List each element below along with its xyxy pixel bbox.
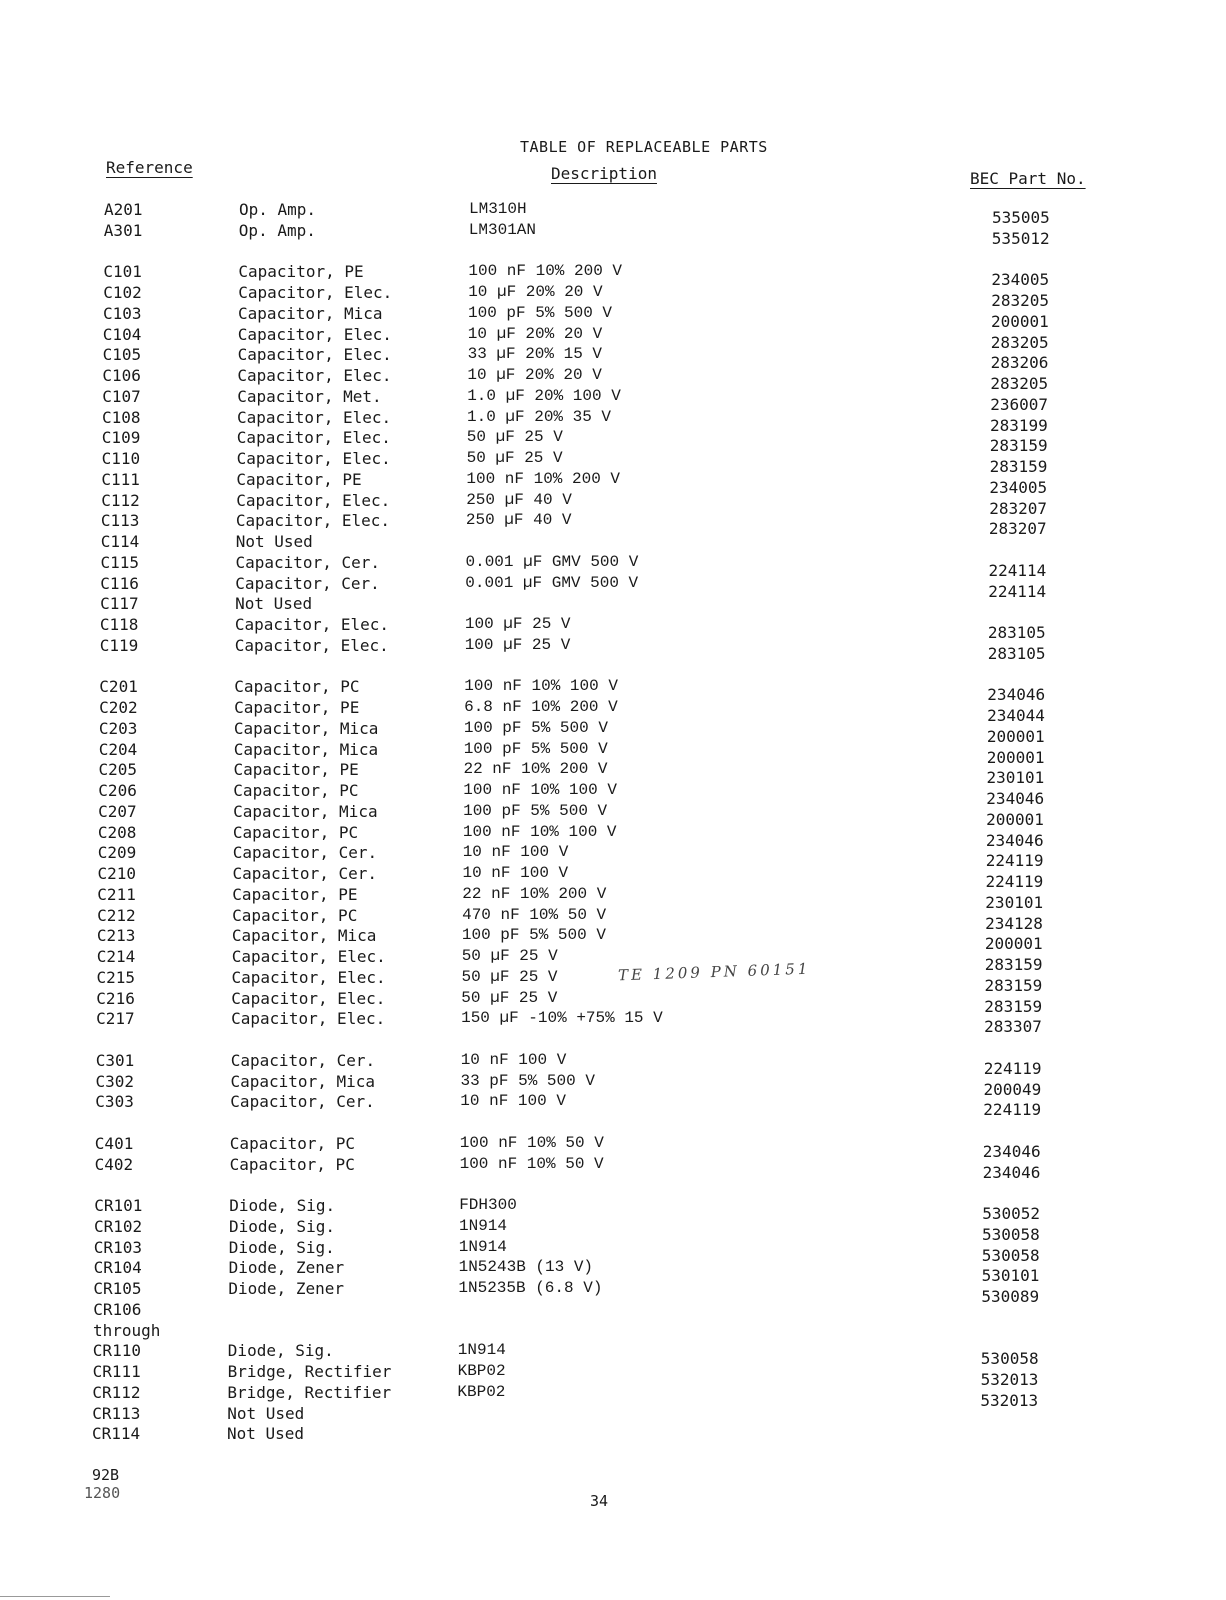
reference-cell: C301	[95, 1050, 135, 1070]
part-number-cell: 224114	[988, 560, 1047, 580]
part-spec-cell: 470 nF 10% 50 V	[462, 905, 607, 924]
reference-cell: CR114	[92, 1424, 141, 1444]
reference-cell: C113	[100, 511, 140, 531]
part-spec-cell: 100 µF 25 V	[464, 615, 571, 633]
part-number-cell: 283159	[989, 457, 1048, 476]
part-name-cell: Capacitor, Mica	[231, 926, 377, 946]
part-spec-cell: 150 µF -10% +75% 15 V	[461, 1009, 663, 1028]
reference-cell: C108	[102, 407, 141, 427]
part-spec-cell: 33 µF 20% 15 V	[467, 345, 603, 364]
part-spec-cell: 1N5235B (6.8 V)	[458, 1279, 603, 1297]
part-number-cell: 530101	[981, 1266, 1040, 1286]
part-spec-cell: 100 pF 5% 500 V	[463, 739, 608, 758]
part-spec-cell: 100 µF 25 V	[464, 635, 571, 654]
part-number-cell: 283307	[984, 1017, 1042, 1037]
part-name-cell: Capacitor, Elec.	[231, 1009, 386, 1029]
reference-cell: C210	[97, 864, 137, 883]
part-spec-cell: 100 nF 10% 100 V	[463, 781, 617, 799]
part-name-cell: Diode, Zener	[228, 1279, 344, 1298]
part-name-cell: Not Used	[235, 594, 313, 614]
part-number-cell: 234044	[987, 706, 1045, 725]
part-spec-cell: 1N914	[457, 1341, 506, 1360]
reference-cell: CR101	[94, 1196, 143, 1215]
part-number-cell: 236007	[990, 394, 1048, 414]
part-spec-cell: 100 pF 5% 500 V	[461, 926, 606, 945]
part-number-cell: 283205	[990, 332, 1049, 352]
part-number-cell: 200001	[986, 809, 1044, 829]
part-number-cell: 532013	[980, 1390, 1039, 1410]
part-number-cell: 530089	[981, 1287, 1040, 1306]
part-number-cell: 200049	[983, 1079, 1042, 1099]
part-number-cell: 234005	[989, 477, 1048, 497]
part-name-cell: Capacitor, PC	[232, 822, 359, 842]
reference-cell: C213	[96, 926, 136, 946]
part-spec-cell: 50 µF 25 V	[466, 428, 563, 447]
reference-cell: C105	[102, 345, 142, 365]
part-name-cell: Capacitor, PE	[234, 698, 360, 717]
reference-cell: C115	[100, 552, 140, 572]
reference-cell: C106	[102, 366, 141, 385]
part-spec-cell: 100 nF 10% 200 V	[468, 262, 623, 281]
part-number-cell: 283205	[991, 291, 1049, 310]
part-name-cell: Capacitor, Mica	[230, 1071, 375, 1091]
reference-cell: C107	[102, 386, 141, 406]
part-name-cell: Capacitor, PE	[238, 262, 364, 282]
reference-cell: C205	[98, 760, 138, 780]
part-name-cell: Capacitor, Elec.	[231, 947, 386, 966]
reference-cell: CR112	[92, 1382, 141, 1402]
part-name-cell: Capacitor, Elec.	[236, 490, 391, 510]
part-number-cell: 224119	[985, 872, 1044, 891]
part-name-cell: Capacitor, Cer.	[230, 1092, 375, 1112]
part-spec-cell: 10 nF 100 V	[462, 864, 569, 882]
part-spec-cell: 100 nF 10% 100 V	[462, 822, 617, 841]
reference-cell: C212	[97, 905, 136, 925]
part-spec-cell: 50 µF 25 V	[461, 967, 558, 986]
part-name-cell: Capacitor, Mica	[233, 718, 379, 738]
part-number-cell: 530058	[981, 1245, 1040, 1265]
part-number-cell: 200001	[986, 747, 1045, 767]
reference-cell: C118	[99, 615, 139, 634]
part-number-cell: 283207	[988, 519, 1047, 539]
part-number-cell: 234046	[987, 685, 1046, 705]
page-title: TABLE OF REPLACEABLE PARTS	[520, 138, 768, 156]
part-number-cell: 234046	[982, 1162, 1041, 1182]
part-spec-cell: 33 pF 5% 500 V	[460, 1071, 595, 1090]
reference-cell: through	[93, 1320, 161, 1340]
part-number-cell: 224114	[988, 581, 1047, 601]
part-spec-cell: 100 nF 10% 50 V	[459, 1154, 604, 1173]
part-name-cell: Not Used	[227, 1403, 305, 1423]
part-name-cell: Bridge, Rectifier	[227, 1362, 392, 1381]
reference-cell: A201	[104, 200, 143, 219]
part-number-cell: 283159	[984, 996, 1043, 1016]
reference-cell: C303	[95, 1092, 134, 1112]
part-spec-cell: 1N914	[459, 1216, 508, 1235]
handwritten-note: TE 1209 PN 60151	[617, 959, 811, 985]
part-number-cell: 535005	[992, 208, 1050, 227]
reference-cell: C217	[96, 1009, 135, 1029]
part-number-cell: 230101	[985, 892, 1044, 912]
part-spec-cell: 1N5243B (13 V)	[458, 1258, 594, 1277]
reference-cell: C114	[100, 532, 140, 551]
part-spec-cell: 50 µF 25 V	[461, 947, 558, 965]
reference-cell: CR113	[92, 1403, 141, 1423]
part-name-cell: Capacitor, Elec.	[236, 428, 391, 448]
part-spec-cell: 50 µF 25 V	[461, 988, 558, 1007]
part-spec-cell: LM301AN	[468, 220, 537, 239]
part-spec-cell: LM310H	[469, 200, 527, 218]
part-spec-cell: 10 µF 20% 20 V	[468, 283, 603, 301]
reference-cell: CR110	[92, 1341, 141, 1361]
part-name-cell: Capacitor, PC	[234, 677, 360, 697]
part-name-cell: Capacitor, Elec.	[238, 283, 393, 302]
part-name-cell: Capacitor, Cer.	[235, 573, 380, 593]
part-name-cell: Diode, Zener	[228, 1258, 345, 1278]
reference-cell: C201	[99, 677, 138, 697]
part-number-cell: 200001	[984, 934, 1043, 954]
part-name-cell: Capacitor, PC	[229, 1154, 355, 1174]
reference-cell: C216	[96, 988, 135, 1008]
part-spec-cell: 1N914	[458, 1237, 507, 1256]
part-name-cell: Capacitor, Elec.	[231, 988, 386, 1008]
part-number-cell: 234005	[991, 270, 1050, 290]
reference-cell: C401	[94, 1133, 134, 1153]
scan-artifact-line	[0, 1596, 110, 1597]
reference-cell: CR106	[93, 1299, 142, 1319]
part-number-cell: 530058	[980, 1349, 1039, 1369]
reference-cell: C112	[101, 490, 140, 510]
reference-cell: CR104	[93, 1258, 142, 1278]
part-name-cell: Capacitor, Mica	[238, 303, 383, 323]
part-number-cell: 530052	[982, 1204, 1040, 1223]
reference-cell: C116	[100, 573, 139, 593]
part-spec-cell: 100 nF 10% 100 V	[464, 677, 618, 696]
part-spec-cell: 50 µF 25 V	[466, 449, 563, 467]
part-name-cell: Capacitor, Elec.	[237, 407, 392, 427]
part-number-cell: 283159	[989, 436, 1048, 456]
page-number: 34	[590, 1492, 609, 1510]
reference-cell: C204	[98, 739, 138, 759]
part-name-cell: Not Used	[227, 1424, 305, 1444]
part-number-cell: 283159	[984, 975, 1043, 995]
part-name-cell: Capacitor, PC	[232, 905, 358, 925]
part-spec-cell: FDH300	[459, 1196, 517, 1214]
part-name-cell: Capacitor, Elec.	[236, 449, 391, 468]
part-number-cell: 234046	[982, 1141, 1041, 1161]
reference-cell: C402	[94, 1154, 134, 1174]
part-spec-cell: 10 µF 20% 20 V	[467, 366, 602, 384]
part-spec-cell: 250 µF 40 V	[465, 511, 572, 530]
reference-cell: C206	[98, 781, 137, 800]
reference-cell: C202	[99, 698, 138, 717]
part-spec-cell: KBP02	[457, 1382, 506, 1401]
part-number-cell: 283205	[990, 374, 1049, 393]
part-spec-cell: 6.8 nF 10% 200 V	[464, 698, 618, 716]
reference-cell: CR103	[93, 1237, 142, 1257]
part-number-cell: 234128	[985, 913, 1043, 933]
part-name-cell: Capacitor, Elec.	[234, 635, 389, 655]
part-name-cell: Capacitor, PE	[236, 469, 362, 489]
part-name-cell: Capacitor, Cer.	[235, 552, 380, 572]
reference-cell: C207	[98, 801, 137, 821]
part-name-cell: Bridge, Rectifier	[227, 1382, 392, 1402]
part-number-cell: 283199	[990, 415, 1048, 435]
part-name-cell: Diode, Sig.	[229, 1216, 335, 1236]
part-name-cell: Capacitor, Cer.	[232, 843, 378, 863]
part-number-cell: 530058	[982, 1224, 1040, 1244]
reference-cell: C109	[101, 428, 141, 448]
part-spec-cell: KBP02	[457, 1362, 506, 1380]
part-name-cell: Capacitor, Cer.	[232, 864, 377, 883]
part-name-cell: Capacitor, Elec.	[231, 967, 386, 987]
part-number-cell: 535012	[991, 228, 1050, 248]
part-spec-cell: 10 nF 100 V	[462, 843, 569, 862]
reference-cell: CR105	[93, 1279, 142, 1298]
part-spec-cell: 10 µF 20% 20 V	[467, 324, 603, 343]
part-number-cell: 283207	[989, 498, 1047, 518]
reference-cell: C302	[95, 1071, 135, 1091]
part-spec-cell: 1.0 µF 20% 35 V	[467, 407, 612, 426]
part-name-cell: Capacitor, Elec.	[235, 511, 391, 531]
part-number-cell: 532013	[980, 1370, 1039, 1389]
part-number-cell: 283105	[987, 643, 1046, 663]
column-header-part-number: BEC Part No.	[970, 169, 1086, 188]
part-name-cell: Not Used	[235, 532, 313, 551]
part-name-cell: Capacitor, Elec.	[234, 615, 390, 634]
reference-cell: C119	[99, 635, 139, 655]
reference-cell: C103	[103, 303, 142, 323]
reference-cell: CR111	[92, 1362, 141, 1381]
part-name-cell: Capacitor, Met.	[237, 386, 382, 406]
document-code: 92B	[92, 1466, 120, 1484]
part-name-cell: Capacitor, PC	[229, 1133, 356, 1153]
reference-cell: C102	[103, 283, 142, 302]
part-name-cell: Diode, Sig.	[228, 1237, 335, 1257]
reference-cell: A301	[103, 220, 143, 240]
part-name-cell: Diode, Sig.	[229, 1196, 336, 1215]
reference-cell: C110	[101, 449, 141, 468]
column-header-reference: Reference	[106, 158, 193, 177]
part-spec-cell: 250 µF 40 V	[466, 490, 572, 509]
part-number-cell: 200001	[991, 311, 1049, 331]
reference-cell: C215	[96, 967, 136, 987]
part-spec-cell: 22 nF 10% 200 V	[463, 760, 608, 779]
part-number-cell: 230101	[986, 768, 1045, 788]
reference-cell: C111	[101, 469, 140, 489]
part-name-cell: Capacitor, PE	[232, 884, 358, 904]
part-spec-cell: 10 nF 100 V	[460, 1050, 567, 1069]
reference-cell: C208	[97, 822, 137, 842]
part-name-cell: Op. Amp.	[239, 200, 317, 219]
reference-cell: C104	[102, 324, 142, 344]
part-name-cell: Capacitor, Elec.	[237, 345, 392, 365]
part-name-cell: Capacitor, Mica	[233, 801, 378, 821]
part-number-cell: 200001	[986, 726, 1045, 746]
reference-cell: C117	[100, 594, 139, 614]
part-spec-cell: 100 pF 5% 500 V	[463, 801, 608, 820]
part-name-cell: Capacitor, Cer.	[230, 1050, 376, 1070]
part-spec-cell: 22 nF 10% 200 V	[462, 884, 607, 903]
part-name-cell: Capacitor, PC	[233, 781, 359, 800]
part-number-cell: 283159	[984, 955, 1043, 974]
part-number-cell: 224119	[983, 1100, 1042, 1120]
part-number-cell: 234046	[985, 830, 1044, 850]
reference-cell: CR102	[94, 1216, 143, 1236]
part-number-cell: 283105	[987, 623, 1046, 642]
column-header-description: Description	[551, 164, 657, 183]
part-name-cell: Capacitor, PE	[233, 760, 359, 780]
part-number-cell: 234046	[986, 789, 1045, 808]
part-name-cell: Capacitor, Elec.	[237, 366, 392, 385]
document-date: 1280	[84, 1484, 121, 1502]
part-spec-cell: 0.001 µF GMV 500 V	[465, 573, 639, 592]
reference-cell: C211	[97, 884, 136, 904]
part-number-cell: 224119	[985, 851, 1044, 871]
part-name-cell: Capacitor, Mica	[233, 739, 379, 759]
reference-cell: C203	[98, 718, 138, 738]
part-spec-cell: 100 nF 10% 200 V	[466, 469, 621, 488]
part-number-cell: 283206	[990, 353, 1049, 373]
part-spec-cell: 1.0 µF 20% 100 V	[467, 386, 621, 405]
reference-cell: C214	[96, 947, 136, 966]
reference-cell: C209	[97, 843, 137, 863]
part-spec-cell: 100 nF 10% 50 V	[459, 1133, 604, 1152]
part-name-cell: Op. Amp.	[238, 220, 316, 240]
part-spec-cell: 100 pF 5% 500 V	[468, 303, 613, 322]
part-spec-cell: 10 nF 100 V	[460, 1092, 566, 1111]
part-name-cell: Capacitor, Elec.	[237, 324, 392, 344]
part-name-cell: Diode, Sig.	[227, 1341, 334, 1361]
part-spec-cell: 100 pF 5% 500 V	[463, 718, 608, 737]
part-number-cell: 224119	[983, 1058, 1042, 1078]
part-spec-cell: 0.001 µF GMV 500 V	[465, 552, 639, 571]
reference-cell: C101	[103, 262, 142, 282]
